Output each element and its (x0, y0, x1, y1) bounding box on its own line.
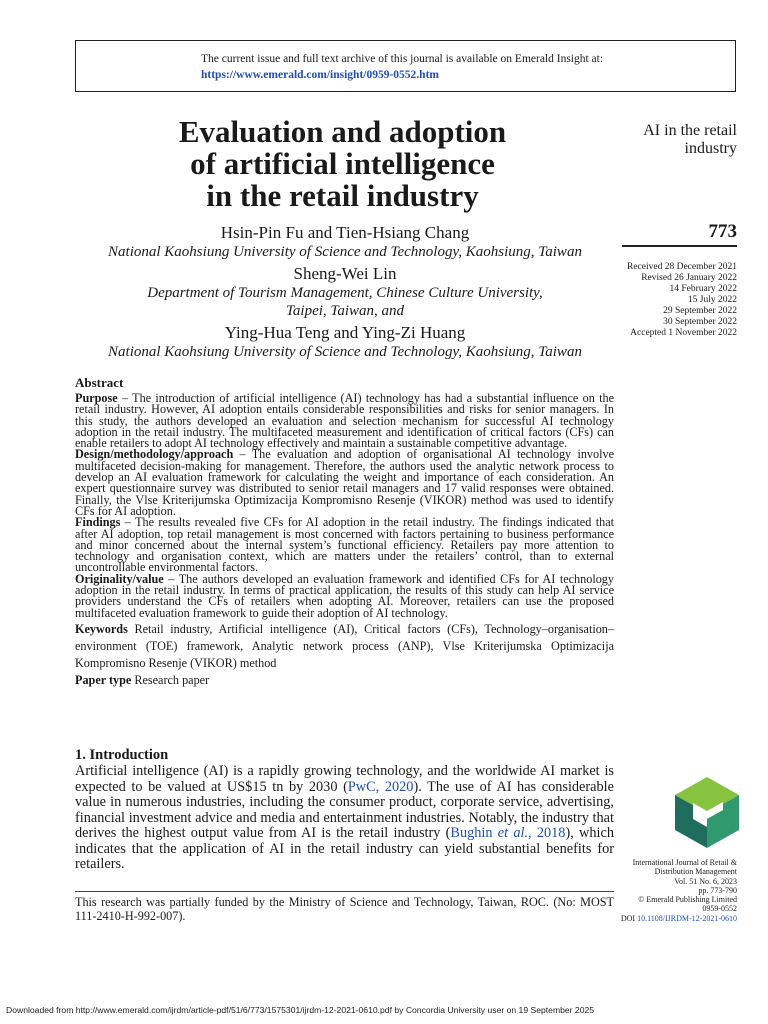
author-affiliation (75, 284, 615, 320)
affiliation-line: Taipei, Taiwan, and (285, 303, 405, 319)
citation-year: , 2018 (528, 825, 566, 841)
date-line: Accepted 1 November 2022 (630, 328, 737, 338)
introduction-paragraph (75, 764, 614, 873)
archive-notice (75, 40, 736, 92)
paper-title (90, 116, 595, 212)
design-label: Design/methodology/approach (75, 447, 234, 462)
date-line: Received 28 December 2021 (627, 262, 737, 272)
journal-name: International Journal of Retail & (632, 858, 737, 867)
purpose-label: Purpose (75, 391, 118, 405)
findings-label: Findings (75, 515, 121, 530)
keywords-label: Keywords (75, 621, 128, 636)
paper-type (75, 672, 614, 689)
journal-logo-icon (673, 775, 741, 850)
journal-url-link[interactable]: https://www.emerald.com/insight/0959-0552.htm (201, 69, 439, 81)
copyright: © Emerald Publishing Limited (638, 895, 737, 905)
abstract-purpose (75, 393, 614, 449)
title-line-1: Evaluation and adoption (178, 114, 507, 149)
purpose-text: – The introduction of artificial intelligence (AI) technology has had a substantial influence on the retail industry. However, AI adoption entails considerable responsibilities and risks for senior managers. In this study, the authors developed an evaluation and selection mechanism for successful AI technology adoption in the retail industry. The multifaceted measurement and identification of critical factors (CFs) can enable retailers to adopt AI technology effectively and maintain a sustainable competitive advantage. (75, 391, 614, 451)
doi-link[interactable]: 10.1108/IJRDM-12-2021-0610 (637, 913, 737, 923)
abstract-heading: Abstract (75, 375, 124, 390)
citation-pwc-link[interactable]: PwC, 2020 (347, 778, 414, 795)
date-line: 30 September 2022 (663, 317, 737, 327)
funding-footnote: This research was partially funded by the Ministry of Science and Technology, Taiwan, ROC. (No: MOST 111-2410-H-992-007). (75, 895, 614, 923)
keywords (75, 621, 614, 672)
issn: 0959-0552 (702, 904, 737, 914)
page-range: pp. 773-790 (698, 885, 737, 895)
author-block (75, 222, 615, 363)
intro-text: ), which indicates that the application of AI in the retail industry can yield substantial benefits for retailers. (75, 825, 614, 872)
doi (600, 914, 737, 923)
paper-type-text: Research paper (131, 672, 210, 687)
download-notice: Downloaded from http://www.emerald.com/ijrdm/article-pdf/51/6/773/1575301/ijrdm-12-2021-0610.pdf by Concordia University user on 19 September 2025 (6, 1005, 595, 1015)
volume-info: Vol. 51 No. 6, 2023 (674, 876, 737, 886)
originality-text: – The authors developed an evaluation framework and identified CFs for AI technology adoption in the retail industry. In terms of practical application, the results of this study can help AI service providers understand the CFs of retailers when adopting AI. Moreover, retailers can use the proposed multifaceted evaluation framework to guide their adoption of AI technology. (75, 571, 614, 620)
originality-label: Originality/value (75, 571, 164, 586)
introduction-section (75, 747, 614, 873)
side-divider (622, 245, 737, 247)
title-line-2: of artificial intelligence (190, 146, 495, 181)
abstract-design (75, 449, 614, 517)
publication-dates (600, 262, 737, 339)
keywords-text: Retail industry, Artificial intelligence (AI), Critical factors (CFs), Technology–organisation–environment (TOE) framework, Analytic network process (ANP), Vlse Kriterijumska Optimizacija Kompromisno Resenje (VIKOR) method (75, 621, 614, 670)
author-affiliation: National Kaohsiung University of Science and Technology, Kaohsiung, Taiwan (108, 344, 582, 360)
doi-label: DOI (620, 913, 638, 923)
journal-name: Distribution Management (654, 867, 737, 877)
design-text: – The evaluation and adoption of organisational AI technology involve multifaceted decision-making for management. Therefore, the authors used the analytic network process to develop an AI evaluation framework for calculating the weight and importance of each consideration. An expert questionnaire survey was distributed to senior retail managers and 17 valid responses were obtained. Finally, the Vlse Kriterijumska Optimizacija Kompromisno Resenje (VIKOR) method was used to identify CFs for AI adoption. (75, 447, 614, 518)
paper-type-label: Paper type (75, 672, 132, 687)
running-title-line: industry (684, 140, 737, 157)
citation-etal: et al. (497, 825, 529, 841)
citation-author: Bughin (450, 825, 498, 841)
page-number: 773 (708, 221, 737, 242)
affiliation-line: Department of Tourism Management, Chinese Culture University, (147, 285, 543, 301)
running-title-line: AI in the retail (643, 122, 737, 139)
author-names: Sheng-Wei Lin (293, 264, 397, 283)
footnote-divider (75, 891, 614, 892)
abstract-findings (75, 517, 614, 573)
abstract-section (75, 376, 614, 689)
archive-notice-text: The current issue and full text archive of this journal is available on Emerald Insight at: (201, 53, 604, 65)
author-affiliation: National Kaohsiung University of Science and Technology, Kaohsiung, Taiwan (108, 244, 582, 260)
date-line: 29 September 2022 (663, 306, 737, 316)
introduction-heading: 1. Introduction (75, 747, 169, 763)
date-line: Revised 26 January 2022 (641, 273, 737, 283)
journal-info (600, 858, 737, 923)
author-names: Ying-Hua Teng and Ying-Zi Huang (224, 323, 466, 342)
abstract-originality (75, 571, 614, 620)
author-names: Hsin-Pin Fu and Tien-Hsiang Chang (220, 223, 470, 242)
title-line-3: in the retail industry (206, 178, 479, 213)
intro-text: Artificial intelligence (AI) is a rapidly growing technology, and the worldwide AI market is expected to be valued at US$15 tn by 2030 ( (75, 763, 614, 795)
intro-text: ). The use of AI has considerable value in numerous industries, including the consumer product, corporate service, advertising, financial investment advice and media and entertainment industries. Notably, the industry that derives the highest output value from AI is the retail industry ( (75, 778, 614, 841)
citation-bughin-link[interactable] (450, 825, 565, 841)
date-line: 14 February 2022 (669, 284, 737, 294)
running-title (600, 122, 737, 158)
date-line: 15 July 2022 (687, 295, 737, 305)
findings-text: – The results revealed five CFs for AI adoption in the retail industry. The findings indicated that after AI adoption, top retail management is most concerned with factors pertaining to business performance and minor concerned about the internal system’s functional efficiency. Retailers pay more attention to technology and organisation context, which are matters under the retailers’ control, than to external uncontrollable environmental factors. (75, 515, 614, 575)
